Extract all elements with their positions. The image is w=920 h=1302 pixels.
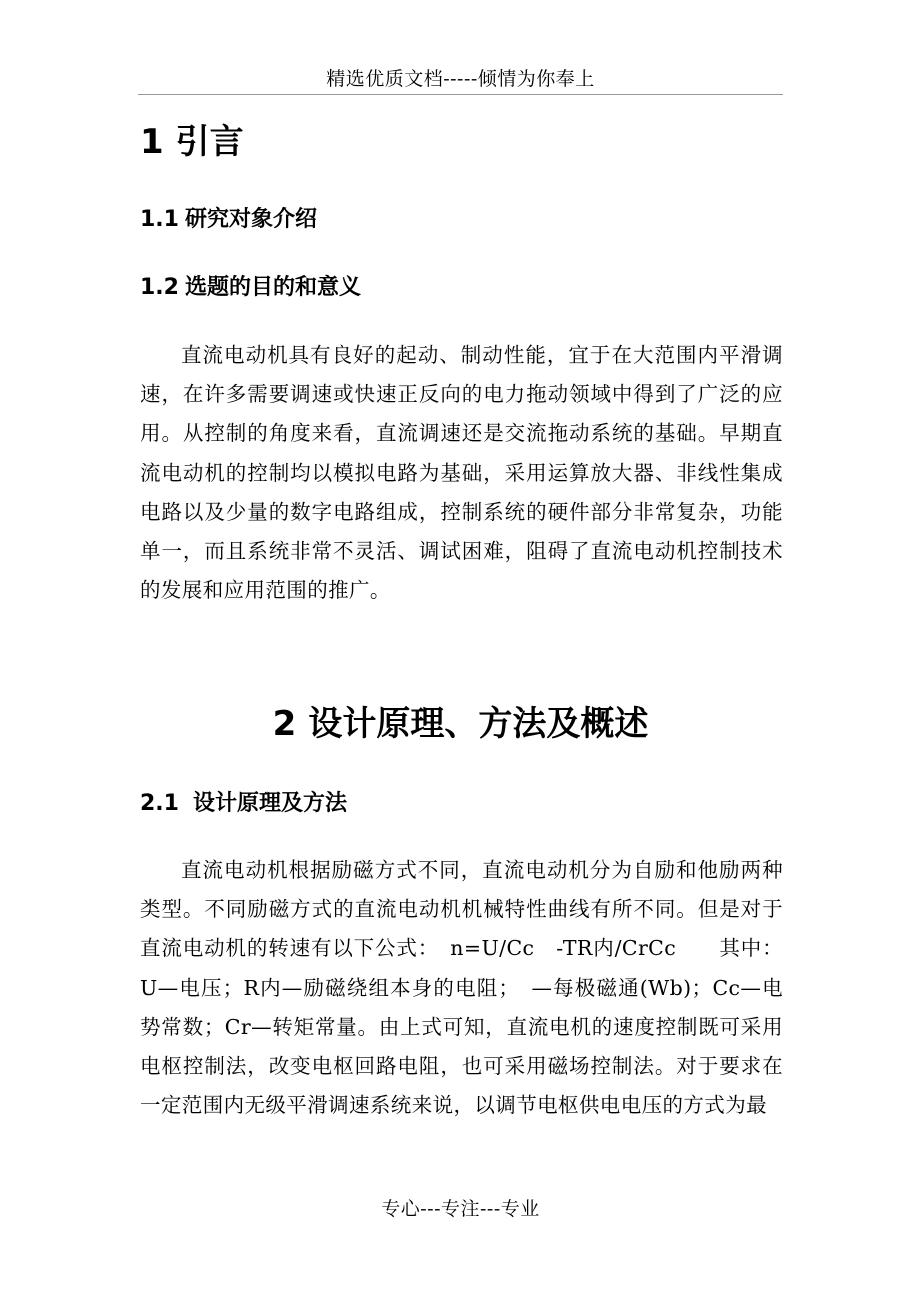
section-2-paragraph: 直流电动机根据励磁方式不同，直流电动机分为自励和他励两种类型。不同励磁方式的直流电动机机械特性曲线有所不同。但是对于直流电动机的转速有以下公式： n=U/Cc -TR内/CrCc 其中：U—电压；R内—励磁绕组本身的电阻； —每极磁通(Wb)；Cc—电势常数；Cr—转矩常量。由上式可知，直流电机的速度控制既可采用电枢控制法，改变电枢回路电阻，也可采用磁场控制法。对于要求在一定范围内无级平滑调速系统来说，以调节电枢供电电压的方式为最 [140, 858, 783, 1118]
section-2-title: 设计原理、方法及概述 [308, 704, 649, 744]
page-header: 精选优质文档-----倾情为你奉上 [138, 64, 783, 95]
subsection-1-2-heading [140, 273, 361, 303]
section-1-heading [140, 120, 244, 164]
subsection-2-1-number: 2.1 [140, 791, 179, 816]
page-footer: 专心---专注---专业 [381, 1198, 540, 1220]
section-1-paragraph: 直流电动机具有良好的起动、制动性能，宜于在大范围内平滑调速，在许多需要调速或快速正反向的电力拖动领域中得到了广泛的应用。从控制的角度来看，直流调速还是交流拖动系统的基础。早期直流电动机的控制均以模拟电路为基础，采用运算放大器、非线性集成电路以及少量的数字电路组成，控制系统的硬件部分非常复杂，功能单一，而且系统非常不灵活、调试困难，阻碍了直流电动机控制技术的发展和应用范围的推广。 [140, 343, 783, 603]
subsection-1-2-title: 选题的目的和意义 [184, 275, 361, 300]
subsection-1-1-heading [140, 205, 317, 235]
subsection-2-1-title: 设计原理及方法 [192, 791, 347, 816]
section-1-title: 引言 [175, 122, 244, 162]
section-2-heading [138, 702, 783, 746]
subsection-2-1-heading [140, 789, 347, 819]
subsection-1-1-title: 研究对象介绍 [184, 207, 317, 232]
subsection-1-2-number: 1.2 [140, 275, 179, 300]
section-2-number: 2 [272, 704, 297, 744]
section-1-number: 1 [140, 122, 164, 162]
subsection-1-1-number: 1.1 [140, 207, 179, 232]
